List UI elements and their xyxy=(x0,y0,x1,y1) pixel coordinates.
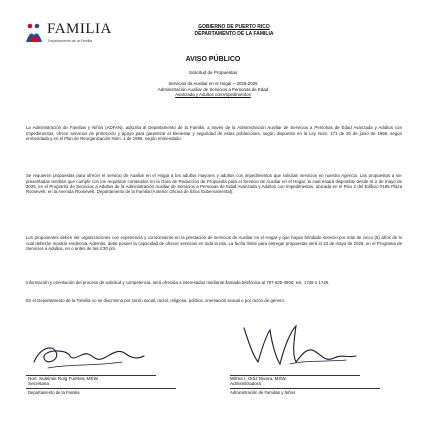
signer-info xyxy=(230,376,286,387)
agency-heading xyxy=(174,24,294,37)
public-notice-page xyxy=(22,18,404,418)
logo-wordmark: FAMILIA xyxy=(47,21,112,37)
signer-info xyxy=(28,376,98,387)
familia-logo xyxy=(24,20,119,50)
paragraph-agency-mission: La Administración de Familias y Niños (ADFAN), adscrita al Departamento de la Familia, a través de la Administración Auxiliar de Servicios a Personas de Edad Avanzada y Adultos con Impedimentos, ofrece servicios de protección y apoyo para garantizar el bienestar y seguridad de estas poblaciones, según dispuesto en la Ley Núm. 171 de 30 de junio de 1968, según enmendada y en el Plan de Reorganización Núm. 1 de 1995, según enmendado. xyxy=(26,125,402,141)
notice-subtitle: Solicitud de Propuestas xyxy=(188,70,238,75)
department-name: DEPARTAMENTO DE LA FAMILIA xyxy=(194,30,274,37)
family-emblem-icon xyxy=(24,22,44,44)
signer-organization: Departamento de la Familia xyxy=(28,390,80,395)
organization-rule xyxy=(230,388,380,389)
program-line-1: Servicios de Auxiliar en el Hogar – 2025-2026 xyxy=(168,81,258,86)
paragraph-proposal-requirements: Se requieren propuestas para ofrecer el servicio de Auxiliar en el Hogar a los adultos mayores y adultos con impedimentos que solicitan servicios en nuestra Agencia. Las propuestas a ser presentadas tendrán que cumplir con los requisitos contenidos en la Guía de Redacción de Propuesta para el Servicio de Auxiliar en el Hogar, la cual estará disponible desde el 2 de mayo de 2025, en el Programa de Servicios a Adultos de la Administración Auxiliar de Servicios a Personas de Edad Avanzada y Adultos con Impedimentos, ubicada en el Piso 2 del Edificio #185 Plaza Roosevelt, en la Avenida Roosevelt, Departamento de la Familia (Anterior Oficina de Ética Gubernamental). xyxy=(26,173,402,195)
paragraph-non-discrimination: En el Departamento de la Familia no se discrimina por razón social, racial, religiosa, política, orientación sexual o por razón de género. xyxy=(26,298,286,304)
signer-name: Wilma I. Ortiz Rivera, MSW xyxy=(230,376,286,381)
signer-title: Administradora xyxy=(230,381,261,387)
organization-rule xyxy=(26,388,176,389)
paragraph-eligibility-deadline: Los proponentes deben ser organizaciones con experiencia y conocimiento en la prestación de servicios de Auxiliar en el Hogar y que hayan brindado servicio por más de cinco (5) años de lo cual deberán mostrar evidencia. Además, debe poseer la capacidad de ofrecer servicios en toda la Isla. La fecha límite para entregar propuestas será el 23 de mayo de 2025, en el Programa de Servicios a Adultos, en o antes de las 4:30 pm. xyxy=(26,235,402,251)
program-line-3: Avanzada y Adultos con Impedimentos xyxy=(175,92,251,98)
handwritten-signature-administrator xyxy=(230,318,380,376)
government-name: GOBIERNO DE PUERTO RICO xyxy=(198,24,270,30)
logo-tagline: Departamento de la Familia xyxy=(48,39,93,43)
signature-block-administrator xyxy=(230,318,390,418)
program-line-2: Administración Auxiliar de Servicios a Personas de Edad xyxy=(157,86,269,92)
notice-title: AVISO PÚBLICO xyxy=(185,56,241,63)
program-description xyxy=(22,81,404,98)
signer-organization: Administración de Familias y Niños xyxy=(230,390,296,395)
handwritten-signature-secretary xyxy=(26,318,176,376)
document-header xyxy=(22,18,404,50)
paragraph-contact-info: Información y orientación del proceso de solicitud y competencia, será ofrecida a interesados mediante llamada telefónica al 787-625-4900, ext. 1749 o 1748. xyxy=(26,280,330,286)
signer-title: Secretaria xyxy=(28,381,49,387)
signer-name: Hon. Suleimie Roig Fuertes, MSW xyxy=(28,376,98,381)
signature-block-secretary xyxy=(26,318,186,418)
